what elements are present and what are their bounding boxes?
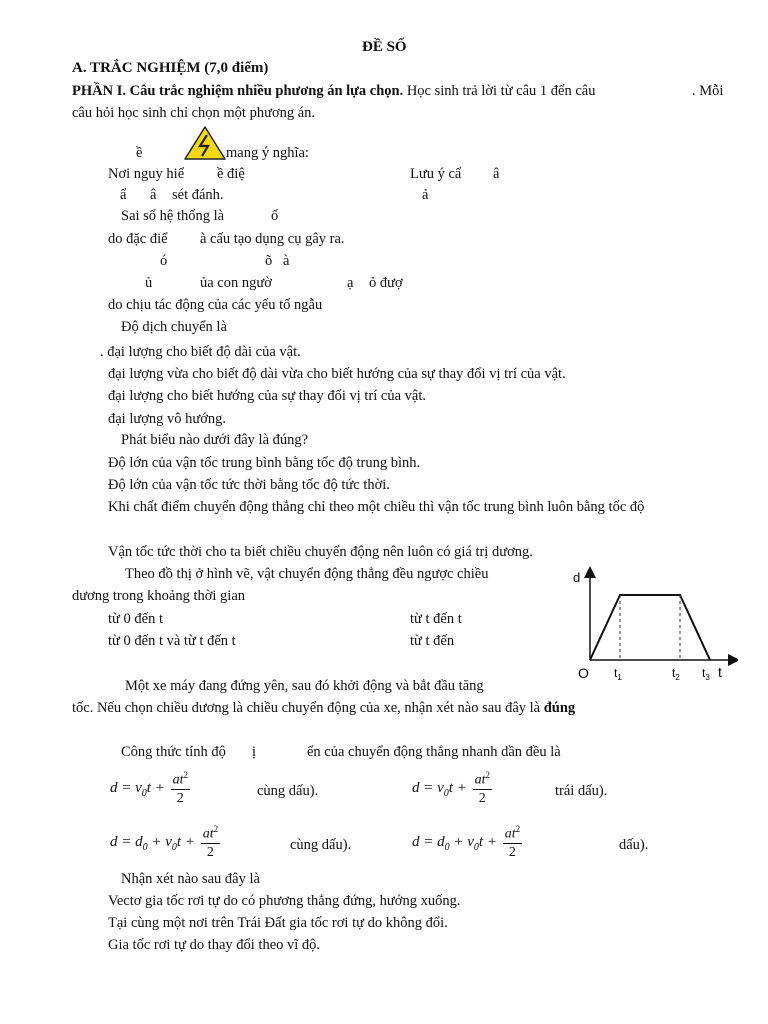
q1-stem-pre: ề: [136, 145, 143, 161]
part1-heading: PHẦN I. Câu trắc nghiệm nhiều phương án lựa chọn.: [72, 83, 404, 99]
q4-option-a: Độ lớn của vận tốc trung bình bằng tốc độ trung bình.: [108, 455, 421, 471]
tick-t1: $t_1$: [614, 666, 622, 682]
q1-option-b: Lưu ý cẩ: [410, 166, 462, 182]
q4-option-b: Độ lớn của vận tốc tức thời bằng tốc độ tức thời.: [108, 477, 390, 493]
q7-option-a-note: cùng dấu).: [257, 783, 319, 799]
q6-stem-text: tốc. Nếu chọn chiều dương là chiều chuyển động của xe, nhận xét nào sau đây là: [72, 700, 541, 716]
q8-option-b: Tại cùng một nơi trên Trái Đất gia tốc rơi tự do không đổi.: [108, 915, 448, 931]
q2-option-c-mid2: ạ: [347, 275, 354, 291]
q6-stem-emphasis: đúng: [543, 700, 576, 716]
q1-option-c: ẩ: [120, 187, 127, 203]
q5-stem-line2: dương trong khoảng thời gian: [72, 588, 246, 604]
origin-label: O: [578, 665, 589, 681]
q3-stem: Độ dịch chuyển là: [121, 319, 227, 335]
q1-option-b-tail: â: [493, 166, 500, 182]
q1-option-a-tail: ề điệ: [217, 166, 245, 182]
q7-option-d-formula: $d = d_0 + v_0t$ + $\frac{at^2}{2}$: [412, 824, 521, 860]
q1-stem: mang ý nghĩa:: [226, 145, 309, 161]
q2-stem-tail: ố: [271, 208, 279, 224]
q6-stem-line2: [72, 701, 575, 716]
q7-option-b-formula: $d = v_0t$ + $\frac{at^2}{2}$: [412, 770, 490, 806]
displacement-time-graph: [568, 566, 738, 686]
q7-option-c-formula: $d = d_0 + v_0t$ + $\frac{at^2}{2}$: [110, 824, 219, 860]
q2-option-d: do chịu tác động của các yếu tố ngẫu: [108, 297, 323, 313]
q3-option-c: đại lượng cho biết hướng của sự thay đổi vị trí của vật.: [108, 388, 426, 404]
q2-option-c: ủ: [145, 275, 153, 291]
q1-option-d: ả: [422, 187, 429, 203]
q7-option-c-note: cùng dấu).: [290, 837, 352, 853]
q2-option-c-tail: ỏ đượ: [369, 275, 403, 291]
q1-option-a: [108, 167, 184, 182]
q5-option-d: từ t đến: [410, 633, 455, 649]
q7-option-a-formula: $d = v_0t$ + $\frac{at^2}{2}$: [110, 770, 188, 806]
q2-option-a-tail: à cấu tạo dụng cụ gây ra.: [200, 231, 345, 247]
q2-option-b-mid: õ: [265, 253, 273, 269]
q7-stem-mid: ị: [252, 744, 257, 760]
q4-option-d: Vận tốc tức thời cho ta biết chiều chuyển động nên luôn có giá trị dương.: [108, 544, 533, 560]
q3-option-d: đại lượng vô hướng.: [108, 411, 227, 427]
q1-option-c-mid: â: [150, 187, 157, 203]
q2-option-b: ó: [160, 253, 168, 269]
q4-stem: Phát biểu nào dưới đây là đúng?: [121, 432, 309, 448]
q2-option-b-tail: à: [283, 253, 290, 269]
q3-option-a: . đại lượng cho biết độ dài của vật.: [100, 344, 301, 360]
part1-instruction-tail: . Mỗi: [692, 83, 724, 99]
q5-option-a: từ 0 đến t: [108, 611, 163, 627]
q2-stem: Sai số hệ thống là: [121, 208, 225, 224]
section-a-heading: A. TRẮC NGHIỆM (7,0 điểm): [72, 60, 269, 76]
q5-stem: Theo đồ thị ở hình vẽ, vật chuyển động thẳng đều ngược chiều: [125, 566, 489, 582]
q8-option-a: Vectơ gia tốc rơi tự do có phương thẳng đứng, hướng xuống.: [108, 893, 461, 909]
q6-stem: Một xe máy đang đứng yên, sau đó khởi động và bắt đầu tăng: [125, 678, 484, 694]
tick-t3: $t_3$: [702, 666, 710, 682]
part1-instruction-line2: câu hỏi học sinh chỉ chọn một phương án.: [72, 105, 316, 121]
q2-option-c-mid: ủa con ngườ: [200, 275, 272, 291]
q7-option-d-note: dấu).: [619, 837, 649, 853]
tick-t2: $t_2$: [672, 666, 680, 682]
q4-option-c: Khi chất điểm chuyển động thẳng chỉ theo một chiều thì vận tốc trung bình luôn bằng tốc độ: [108, 499, 645, 515]
q3-option-b: đại lượng vừa cho biết độ dài vừa cho biết hướng của sự thay đổi vị trí của vật.: [108, 366, 566, 382]
q7-stem-tail: ển của chuyển động thẳng nhanh dần đều là: [307, 744, 561, 760]
part1-instruction: Học sinh trả lời từ câu 1 đến câu: [406, 83, 596, 99]
exam-title: ĐỀ SỐ: [362, 39, 407, 55]
q1-option-a-text: Nơi nguy hiể: [108, 166, 185, 182]
q7-option-b-note: trái dấu).: [555, 783, 608, 799]
q2-option-a: do đặc điể: [108, 231, 168, 247]
graph-line: [590, 595, 710, 660]
q8-option-c: Gia tốc rơi tự do thay đổi theo vĩ độ.: [108, 937, 321, 953]
q7-stem: Công thức tính độ: [121, 744, 226, 760]
q1-option-c-tail: sét đánh.: [172, 187, 224, 203]
y-axis-label: d: [573, 570, 581, 585]
q5-option-c: từ 0 đến t và từ t đến t: [108, 633, 236, 649]
x-axis-label: t: [718, 664, 722, 680]
q5-option-b: từ t đến t: [410, 611, 462, 627]
part1-instruction-line1: [72, 84, 596, 99]
high-voltage-warning-icon: [183, 125, 227, 161]
q8-stem: Nhận xét nào sau đây là: [121, 871, 260, 887]
